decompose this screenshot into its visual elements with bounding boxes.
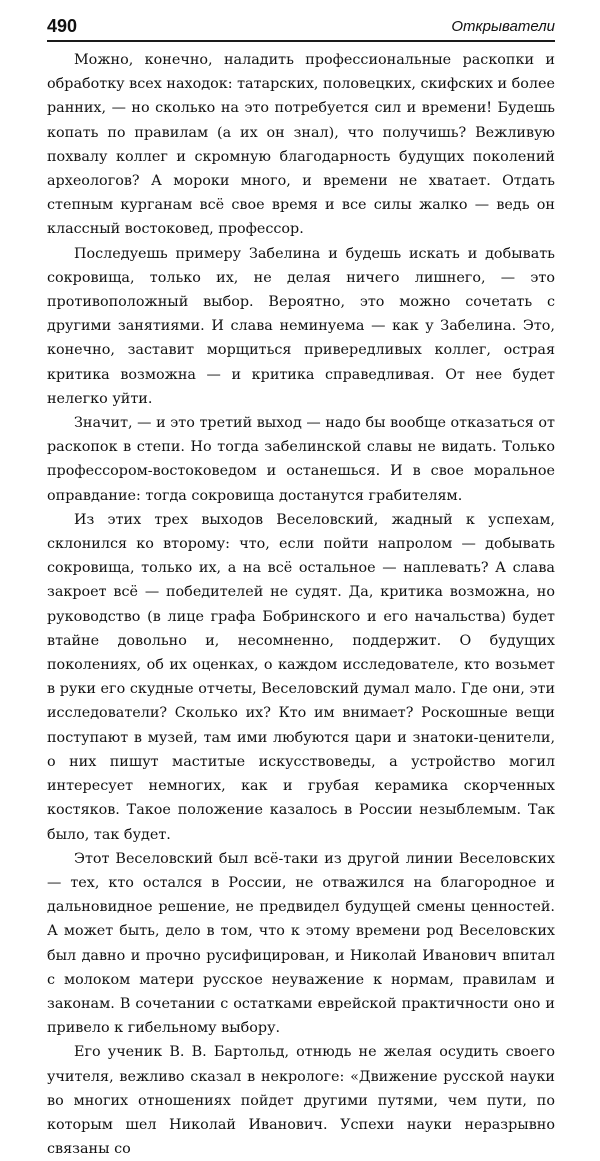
paragraph: Можно, конечно, наладить профессиональные раскопки и обработку всех находок: татарских, половецких, скифских и более ранних, — но сколько на это потребуется сил и времени! Будешь копать по правилам (а их он знал), что получишь? Вежливую похвалу коллег и скромную благодарность будущих поколений археологов? А мороки много, и времени не хватает. Отдать степным курганам всё свое время и все силы жалко — ведь он классный востоковед, профессор.: [47, 52, 555, 238]
paragraph: Значит, — и это третий выход — надо бы вообще отказаться от раскопок в степи. Но тогда забелинской славы не видать. Только профессором-востоковедом и останешься. И в свое моральное оправдание: тогда сокровища достанутся грабителям.: [47, 415, 555, 504]
page-number: 490: [47, 16, 78, 36]
page-header: [47, 14, 555, 42]
paragraph: Из этих трех выходов Веселовский, жадный к успехам, склонился ко второму: что, если пойти напролом — добывать сокровища, только их, а на всё остальное — наплевать? А слава закроет всё — победителей не судят. Да, критика возможна, но руководство (в лице графа Бобринского и его начальства) будет втайне довольно и, несомненно, поддержит. О будущих поколениях, об их оценках, о каждом исследователе, кто возьмет в руки его скудные отчеты, Веселовский думал мало. Где они, эти исследователи? Сколько их? Кто им внимает? Роскошные вещи поступают в музей, там ими любуются цари и знатоки-ценители, о них пишут маститые искусствоведы, а устройство могил интересует немногих, как и грубая керамика скорченных костяков. Такое положение казалось в России незыблемым. Так было, так будет.: [47, 511, 555, 843]
body-text: [47, 48, 555, 1161]
paragraph: Этот Веселовский был всё-таки из другой линии Веселовских — тех, кто остался в России, не отважился на благородное и дальновидное решение, не предвидел будущей смены ценностей. А может быть, дело в том, что к этому времени род Веселовских был давно и прочно русифицирован, и Николай Иванович впитал с молоком матери русское неуважение к нормам, правилам и законам. В сочетании с остатками еврейской практичности оно и привело к гибельному выбору.: [47, 850, 555, 1037]
paragraph: Последуешь примеру Забелина и будешь искать и добывать сокровища, только их, не делая ничего лишнего, — это противоположный выбор. Вероятно, это можно сочетать с другими занятиями. И слава неминуема — как у Забелина. Это, конечно, заставит морщиться привередливых коллег, острая критика возможна — и критика справедливая. От нее будет нелегко уйти.: [47, 245, 555, 407]
paragraph: Его ученик В. В. Бартольд, отнюдь не желая осудить своего учителя, вежливо сказал в некрологе: «Движение русской науки во многих отношениях пойдет другими путями, чем пути, по которым шел Николай Иванович. Успехи науки неразрывно связаны со: [47, 1044, 555, 1158]
running-title: Открыватели: [451, 18, 555, 35]
